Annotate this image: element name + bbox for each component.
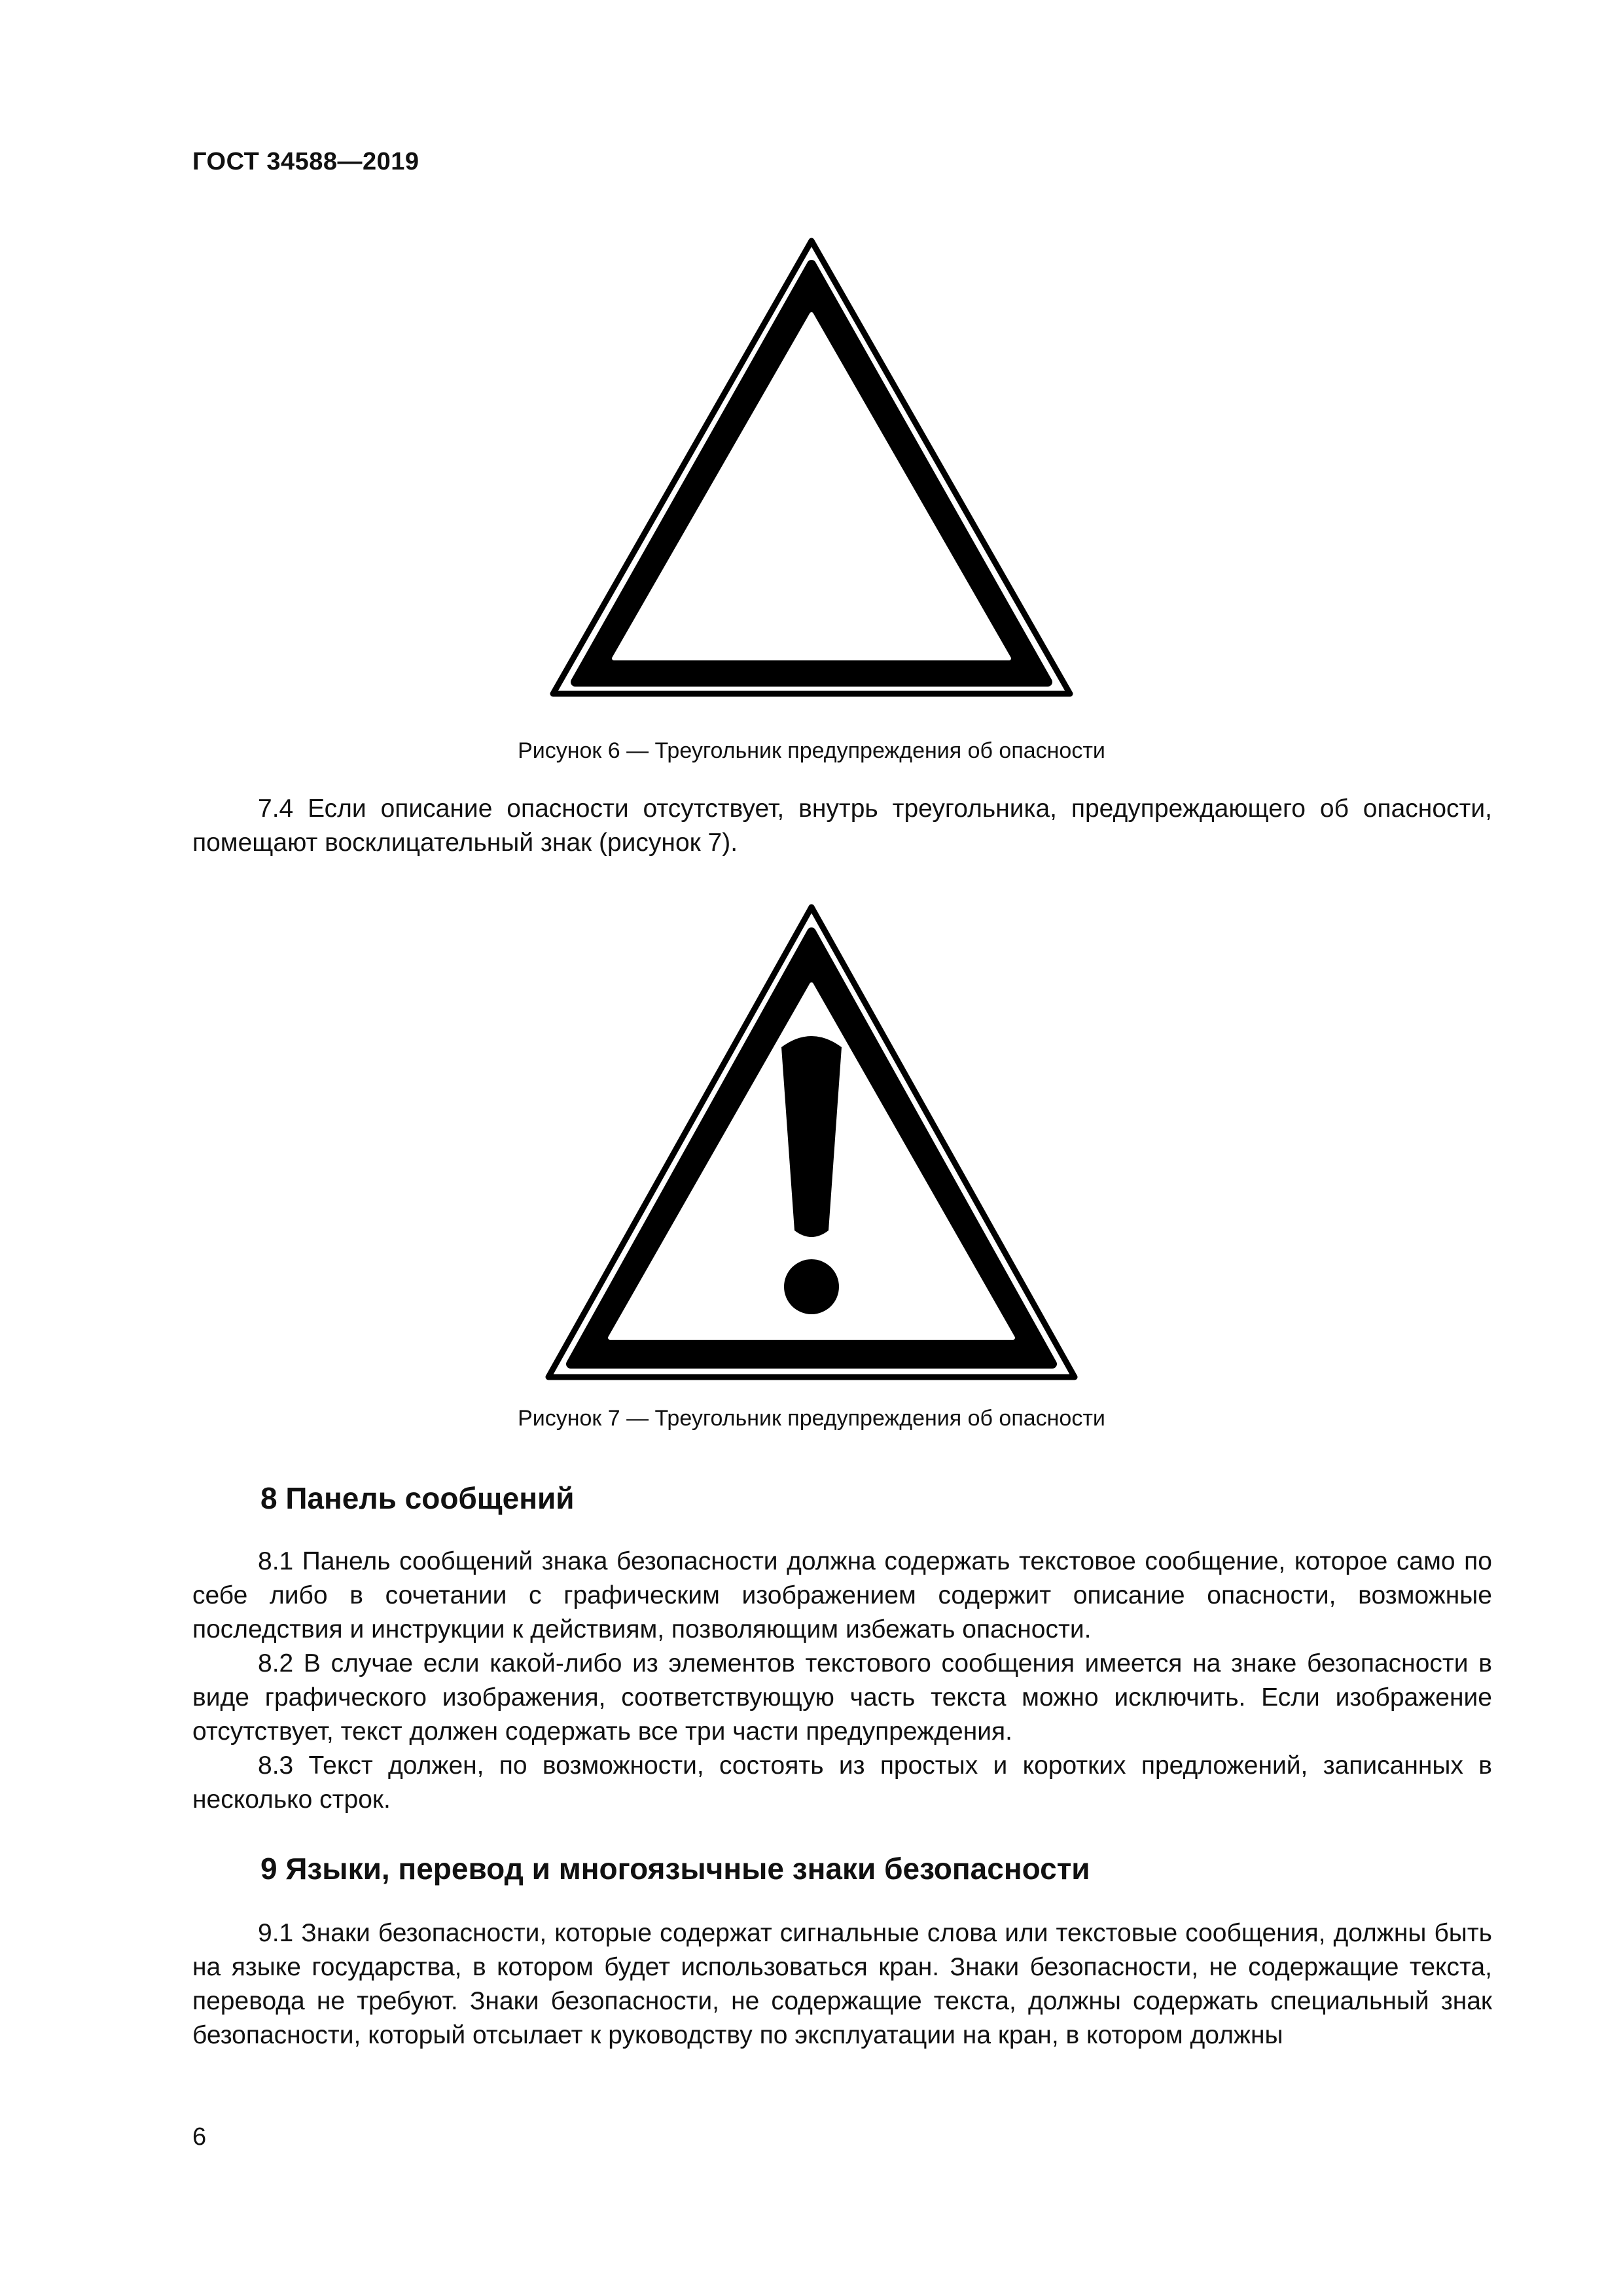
paragraph-8-3: [192, 1749, 1492, 1817]
section-8-heading: 8 Панель сообщений: [260, 1481, 575, 1515]
page-number: 6: [192, 2123, 207, 2151]
warning-exclamation-icon: [538, 897, 1085, 1388]
warning-triangle-icon: [543, 230, 1080, 705]
document-header: ГОСТ 34588—2019: [192, 148, 419, 175]
figure-7: [0, 897, 1623, 1388]
paragraph-8-1: [192, 1545, 1492, 1647]
figure-7-caption: Рисунок 7 — Треугольник предупреждения об опасности: [518, 1406, 1105, 1431]
paragraph-7-4: [192, 792, 1492, 860]
paragraph-8-2: [192, 1647, 1492, 1749]
exclamation-dot: [784, 1259, 839, 1314]
paragraph-8-3-text: 8.3 Текст должен, по возможности, состоять из простых и коротких предложений, записанных в несколько строк.: [192, 1751, 1492, 1814]
paragraph-8-1-text: 8.1 Панель сообщений знака безопасности должна содержать текстовое сообщение, которое само по себе либо в сочетании с графическим изображением содержит описание опасности, возможные последствия и инструкции к действиям, позволяющим избежать опасности.: [192, 1547, 1492, 1643]
figure-6-caption: Рисунок 6 — Треугольник предупреждения об опасности: [518, 738, 1105, 763]
paragraph-7-4-text: 7.4 Если описание опасности отсутствует, внутрь треугольника, предупреждающего об опасности, помещают восклицательный знак (рисунок 7).: [192, 795, 1492, 857]
paragraph-9-1-text: 9.1 Знаки безопасности, которые содержат сигнальные слова или текстовые сообщения, должны быть на языке государства, в котором будет использоваться кран. Знаки безопасности, не содержащие текста, перевода не требуют. Знаки безопасности, не содержащие текста, должны содержать специальный знак безопасности, который отсылает к руководству по эксплуатации на кран, в котором должны: [192, 1919, 1492, 2049]
paragraph-9-1: [192, 1916, 1492, 2053]
figure-6: [0, 230, 1623, 705]
section-9-heading: 9 Языки, перевод и многоязычные знаки безопасности: [260, 1852, 1090, 1886]
paragraph-8-2-text: 8.2 В случае если какой-либо из элементов текстового сообщения имеется на знаке безопасности в виде графического изображения, соответствующую часть текста можно исключить. Если изображение отсутствует, текст должен содержать все три части предупреждения.: [192, 1649, 1492, 1746]
